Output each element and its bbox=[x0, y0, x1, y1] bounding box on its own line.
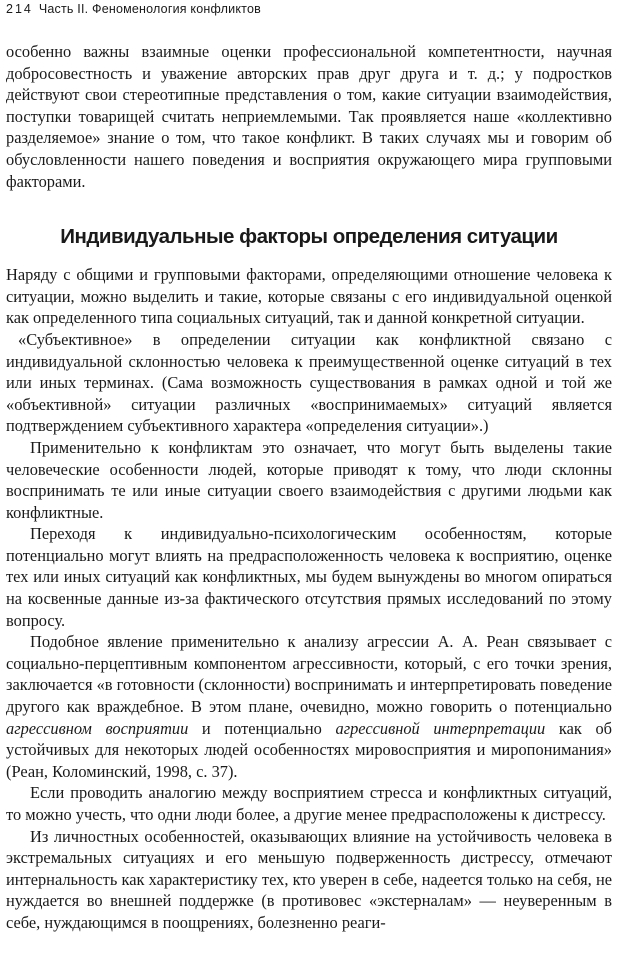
paragraph-6: Если проводить аналогию между восприятием стресса и конфликтных ситуаций, то можно учесть, что одни люди более, а другие менее предрасположены к дистрессу. bbox=[6, 783, 612, 824]
page-number: 214 bbox=[6, 2, 33, 16]
paragraph-4: Переходя к индивидуально-психологическим особенностям, которые потенциально могут влиять на предрасположенность человека к восприятию, оценке тех или иных ситуаций как конфликтных, мы будем вынуждены во многом опираться на косвенные данные из-за фактического отсутствия прямых исследований по этому вопросу. bbox=[6, 524, 612, 630]
paragraph-5-text-a: Подобное явление применительно к анализу агрессии А. А. Реан связывает с социально-перцептивным компонентом агрессивности, который, с его точки зрения, заключается «в готовности (склонности) воспринимать и интерпретировать поведение другого как враждебное. В этом плане, очевидно, можно говорить о потенциально bbox=[6, 632, 612, 717]
running-header bbox=[6, 0, 612, 18]
paragraph-7: Из личностных особенностей, оказывающих влияние на устойчивость человека в экстремальных ситуациях и его меньшую подверженность дистрессу, отмечают интернальность как характеристику тех, кто уверен в себе, надеется только на себя, не нуждается во внешней поддержке (в противовес «экстерналам» — неуверенным в себе, нуждающимся в поощрениях, болезненно реаги- bbox=[6, 826, 612, 932]
section-heading: Индивидуальные факторы определения ситуации bbox=[60, 225, 558, 249]
intro-paragraph: особенно важны взаимные оценки профессиональной компетентности, научная добросовестность и уважение авторских прав друг друга и т. д.; у подростков действуют свои стереотипные представления о том, какие ситуации взаимодействия, поступки товарищей считать неприемлемыми. Так проявляется наше «коллективно разделяемое» знание о том, что такое конфликт. В таких случаях мы и говорим об обусловленности нашего поведения и восприятия окружающего мира групповыми факторами. bbox=[6, 42, 612, 191]
paragraph-5-text-b: и потенциально bbox=[188, 718, 336, 738]
paragraph-5-text-c: как об устойчивых для некоторых людей особенностях мировосприятия и миропонимания» (Реан, Коломинский, 1998, с. 37). bbox=[6, 718, 613, 781]
paragraph-3: Применительно к конфликтам это означает, что могут быть выделены такие человеческие особенности людей, которые приводят к тому, что люди склонны воспринимать те или иные ситуации своего взаимодействия с другими людьми как конфликтные. bbox=[6, 437, 612, 522]
paragraph-5 bbox=[6, 631, 612, 782]
running-title: Часть II. Феноменология конфликтов bbox=[38, 2, 261, 16]
paragraph-2: «Субъективное» в определении ситуации как конфликтной связано с индивидуальной склонностью человека к преимущественной оценке ситуаций в тех или иных терминах. (Сама возможность существования в рамках одной и той же «объективной» ситуации различных «воспринимаемых» ситуаций является подтверждением субъективного характера «определения ситуации».) bbox=[6, 329, 612, 436]
emphasis-aggressive-interpretation: агрессивной интерпретации bbox=[335, 718, 546, 738]
paragraph-1: Наряду с общими и групповыми факторами, определяющими отношение человека к ситуации, можно выделить и такие, которые связаны с его индивидуальной оценкой как определенного типа социальных ситуаций, так и данной конкретной ситуации. bbox=[6, 265, 612, 328]
emphasis-aggressive-perception: агрессивном восприятии bbox=[6, 718, 189, 738]
